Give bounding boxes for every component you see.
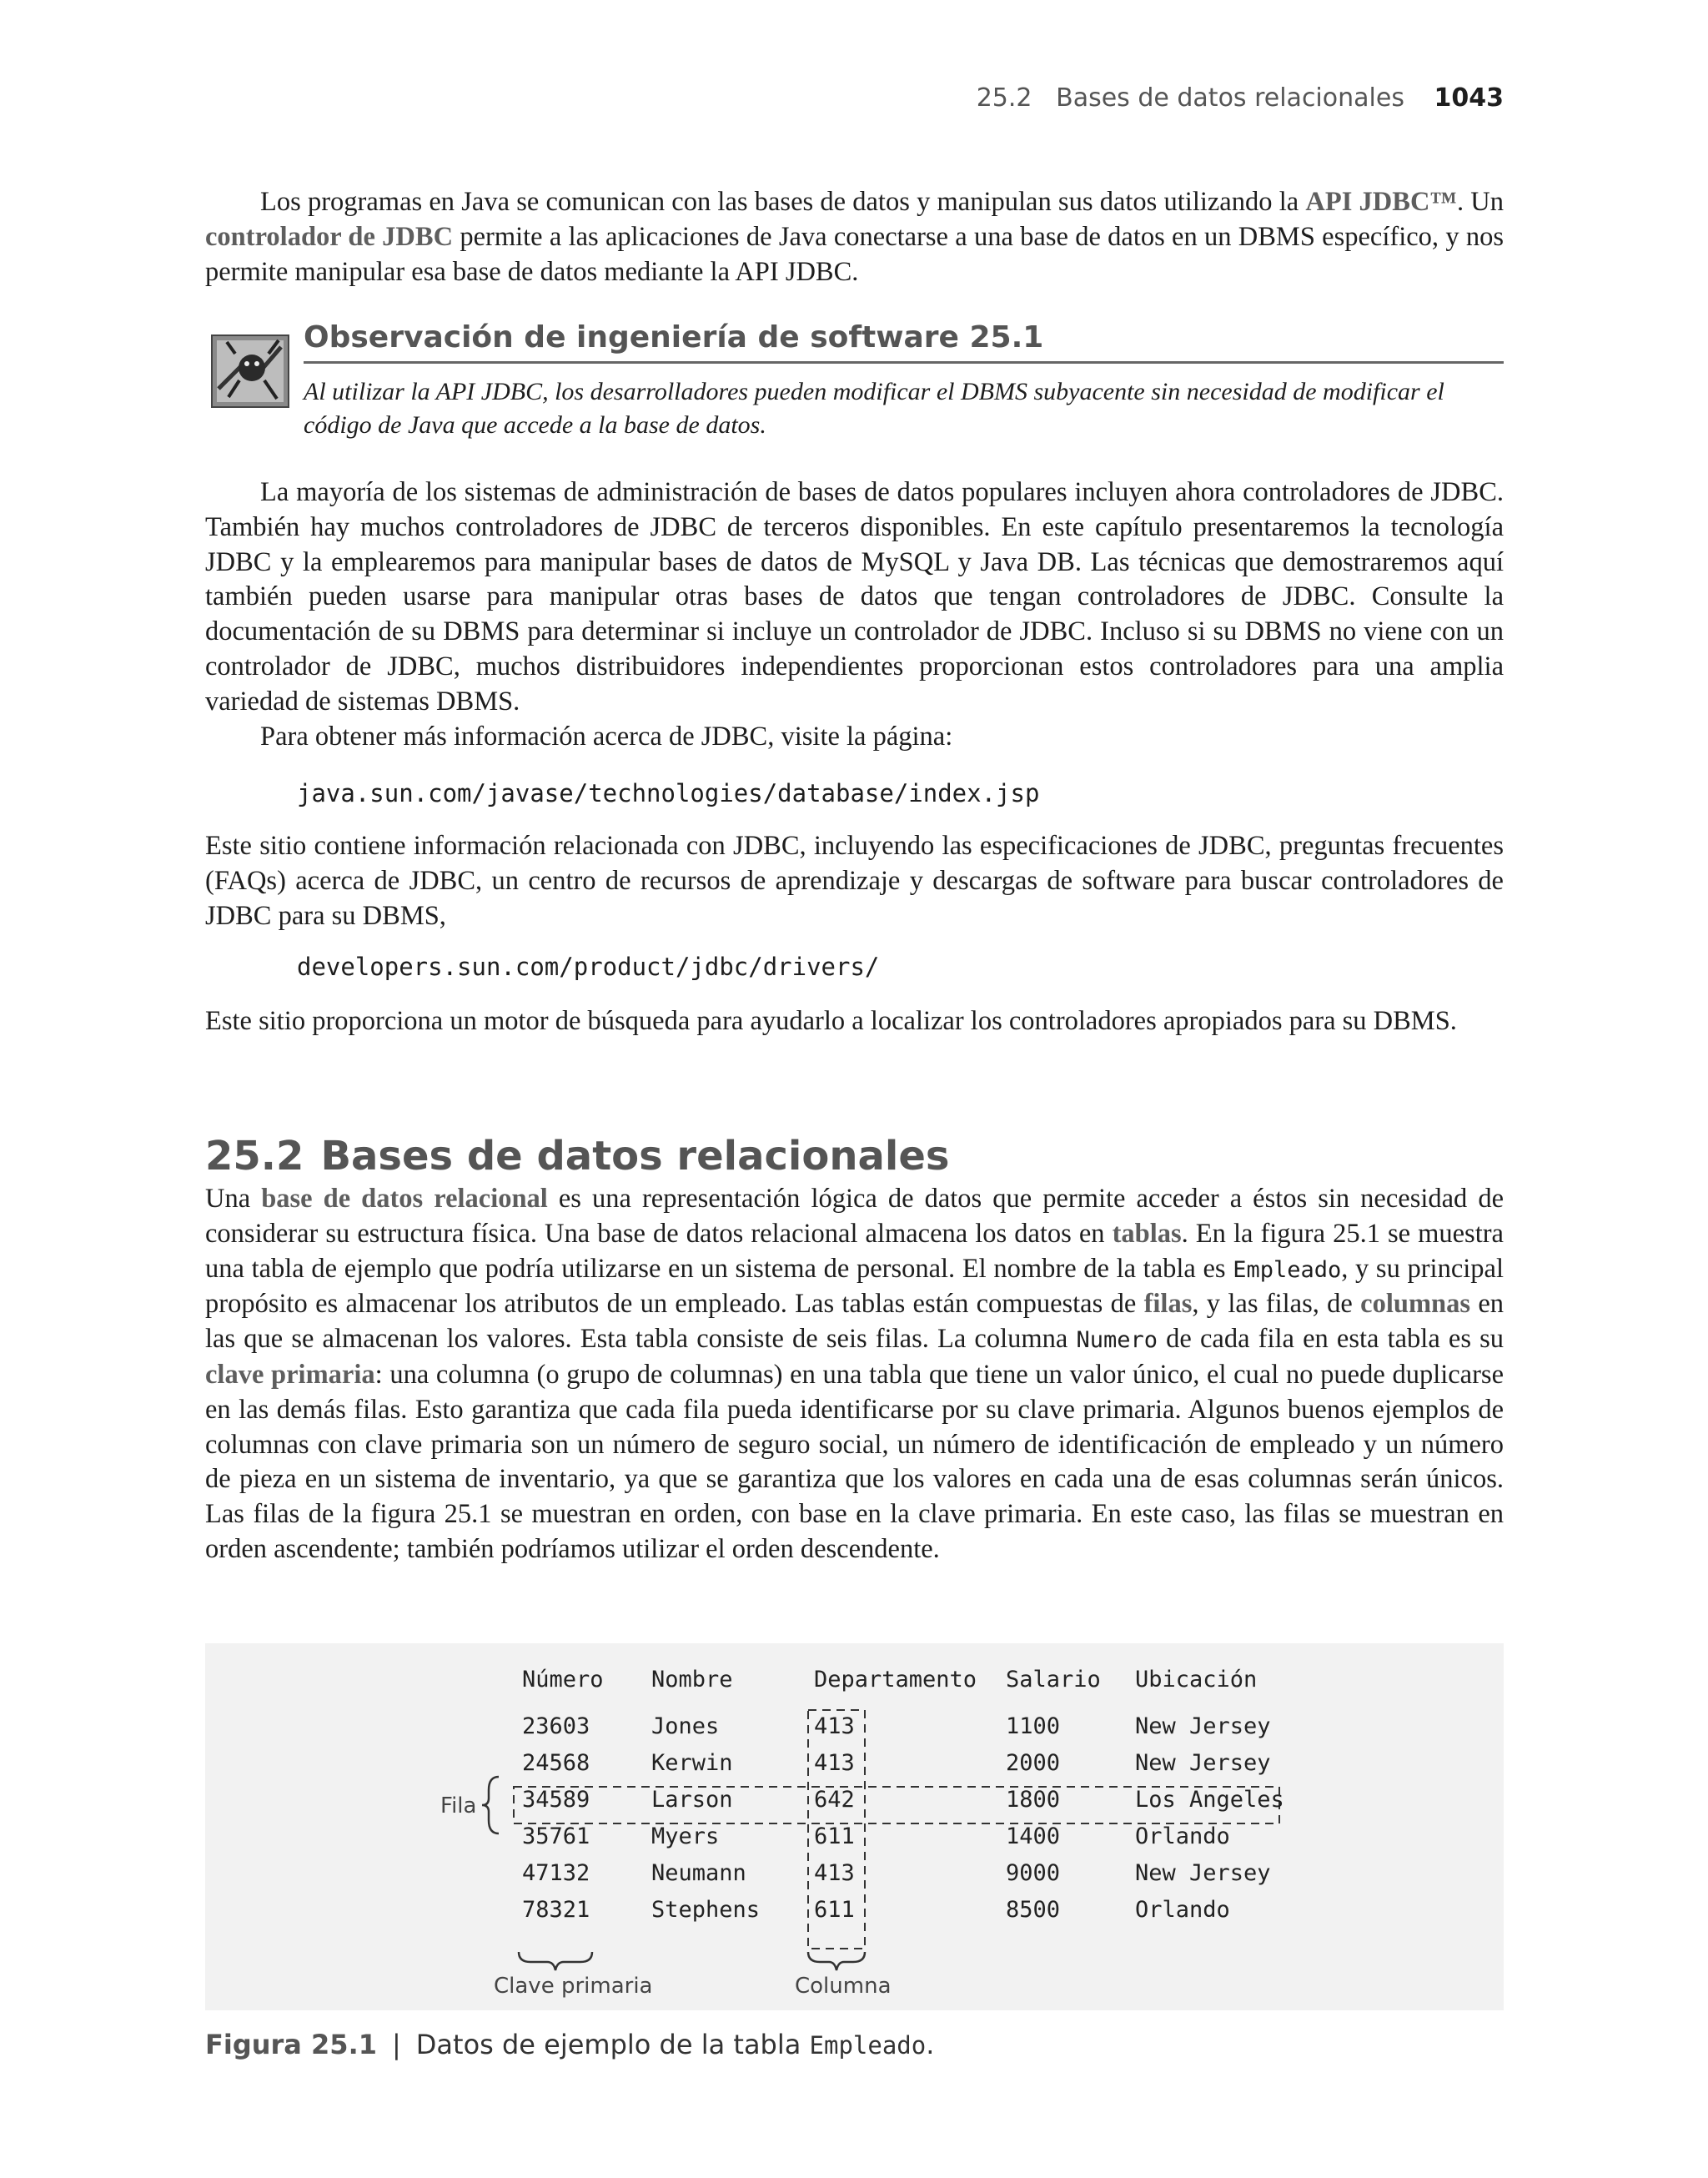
- term-api-jdbc: API JDBC™: [1305, 187, 1457, 217]
- table-cell: 47132: [522, 1860, 590, 1886]
- table-cell: 611: [814, 1823, 855, 1849]
- table-cell: Neumann: [651, 1860, 746, 1886]
- intro-paragraph: [205, 185, 1504, 289]
- table-cell: 1400: [1006, 1823, 1061, 1849]
- body-paragraph-search: [205, 1004, 1504, 1039]
- table-cell: 35761: [522, 1823, 590, 1849]
- intro-text: permite a las aplicaciones de Java conectarse a una base de datos en un DBMS específico, y nos permite manipular esa base de datos mediante la API JDBC.: [205, 221, 1504, 287]
- paragraph-search-engine: Este sitio proporciona un motor de búsqueda para ayudarlo a localizar los controladores apropiados para su DBMS.: [205, 1006, 1457, 1036]
- table-cell: Orlando: [1135, 1897, 1230, 1923]
- section-paragraph: [205, 1182, 1504, 1567]
- table-cell: 611: [814, 1897, 855, 1923]
- column-header: Ubicación: [1135, 1667, 1258, 1693]
- paragraph-more-info: Para obtener más información acerca de JDBC, visite la página:: [260, 721, 953, 752]
- figure-caption: Figura 25.1 | Datos de ejemplo de la tabla Empleado.: [205, 2029, 935, 2060]
- column-header: Salario: [1006, 1667, 1101, 1693]
- table-cell: Kerwin: [651, 1750, 733, 1776]
- table-cell: 2000: [1006, 1750, 1061, 1776]
- url-jdbc-drivers: developers.sun.com/product/jdbc/drivers/: [297, 953, 880, 981]
- column-header: Número: [522, 1667, 604, 1693]
- code-numero: Numero: [1076, 1327, 1158, 1354]
- term-relational-db: base de datos relacional: [261, 1184, 548, 1214]
- body-paragraph-site: [205, 829, 1504, 933]
- column-header: Nombre: [651, 1667, 733, 1693]
- term-columns: columnas: [1360, 1289, 1470, 1320]
- table-cell: New Jersey: [1135, 1750, 1271, 1776]
- section-text: , y su principal propósito es almacenar los atributos de un empleado. Las tablas están compuestas de: [205, 1253, 1504, 1320]
- column-label: Columna: [795, 1974, 892, 1999]
- paragraph-drivers: La mayoría de los sistemas de administración de bases de datos populares incluyen ahora controladores de JDBC. También hay muchos controladores de JDBC de terceros disponibles. En este capítulo presentaremos la tecnología JDBC y la emplearemos para manipular bases de datos de MySQL y Java DB. Las técnicas que demostraremos aquí también pueden usarse para manipular otras bases de datos que tengan controladores de JDBC. Consulte la documentación de su DBMS para determinar si incluye un controlador de JDBC. Incluso si su DBMS no viene con un controlador de JDBC, muchos distribuidores independientes proporcionan estos controladores para una amplia variedad de sistemas DBMS.: [205, 477, 1504, 717]
- running-head: [977, 83, 1504, 113]
- table-cell: 8500: [1006, 1897, 1061, 1923]
- column-brace: [808, 1952, 865, 1970]
- caption-end: .: [926, 2029, 935, 2060]
- section-text: . En la figura 25.1 se muestra una tabla de ejemplo que podría utilizarse en un sistema de personal. El nombre de la tabla es: [205, 1218, 1504, 1284]
- section-heading: [205, 1133, 950, 1180]
- table-cell: 413: [814, 1713, 855, 1739]
- observation-title: Observación de ingeniería de software 25.1: [304, 320, 1504, 364]
- url-jdbc-technologies: java.sun.com/javase/technologies/database/index.jsp: [297, 779, 1040, 807]
- row-brace: [482, 1777, 499, 1833]
- term-tables: tablas: [1112, 1218, 1182, 1249]
- table-cell: Stephens: [651, 1897, 761, 1923]
- caption-number: Figura 25.1: [205, 2029, 377, 2060]
- table-cell: 34589: [522, 1787, 590, 1813]
- primary-key-brace: [519, 1952, 592, 1970]
- section-text: es una representación lógica de datos que permite acceder a éstos sin necesidad de considerar su estructura física. Una base de datos relacional almacena los datos en: [205, 1184, 1505, 1249]
- section-title: Bases de datos relacionales: [320, 1133, 950, 1180]
- term-primary-key: clave primaria: [205, 1359, 375, 1390]
- section-text: de cada fila en esta tabla es su: [1158, 1324, 1505, 1355]
- header-section-title: Bases de datos relacionales: [1056, 83, 1404, 113]
- table-cell: 413: [814, 1860, 855, 1886]
- table-cell: 413: [814, 1750, 855, 1776]
- code-empleado: Empleado: [1233, 1256, 1342, 1283]
- section-text: Una: [205, 1184, 262, 1214]
- table-cell: 642: [814, 1787, 855, 1813]
- figure-empleado-table: [205, 1643, 1504, 2010]
- table-cell: New Jersey: [1135, 1860, 1271, 1886]
- term-rows: filas: [1143, 1289, 1193, 1320]
- paragraph-site-info: Este sitio contiene información relacionada con JDBC, incluyendo las especificaciones de JDBC, preguntas frecuentes (FAQs) acerca de JDBC, un centro de recursos de aprendizaje y descargas de software para buscar controladores de JDBC para su DBMS,: [205, 831, 1504, 931]
- section-text: : una columna (o grupo de columnas) en una tabla que tiene un valor único, el cual no puede duplicarse en las demás filas. Esto garantiza que cada fila pueda identificarse por su clave primaria. Algunos buenos ejemplos de columnas con clave primaria son un número de seguro social, un número de identificación de empleado y un número de pieza en un sistema de inventario, ya que se garantiza que los valores en cada una de esas columnas serán únicos. Las filas de la figura 25.1 se muestran en orden, con base en la clave primaria. En este caso, las filas se muestran en orden ascendente; también podríamos utilizar el orden descendente.: [205, 1359, 1504, 1564]
- column-header: Departamento: [814, 1667, 977, 1693]
- page-number: 1043: [1434, 83, 1504, 113]
- table-cell: Jones: [651, 1713, 720, 1739]
- term-jdbc-driver: controlador de JDBC: [205, 221, 454, 252]
- caption-text: Datos de ejemplo de la tabla: [415, 2029, 810, 2060]
- software-engineering-icon: [210, 330, 294, 410]
- table-cell: Larson: [651, 1787, 733, 1813]
- intro-text: Los programas en Java se comunican con las bases de datos y manipulan sus datos utilizando la: [260, 187, 1306, 217]
- section-number: 25.2: [205, 1133, 304, 1180]
- table-cell: 24568: [522, 1750, 590, 1776]
- table-cell: 23603: [522, 1713, 590, 1739]
- table-cell: New Jersey: [1135, 1713, 1271, 1739]
- table-cell: 78321: [522, 1897, 590, 1923]
- table-cell: 1100: [1006, 1713, 1061, 1739]
- table-cell: Myers: [651, 1823, 720, 1849]
- table-cell: 1800: [1006, 1787, 1061, 1813]
- observation-text: Al utilizar la API JDBC, los desarrolladores pueden modificar el DBMS subyacente sin necesidad de modificar el código de Java que accede a la base de datos.: [304, 378, 1444, 439]
- intro-text: . Un: [1456, 187, 1504, 217]
- table-cell: 9000: [1006, 1860, 1061, 1886]
- section-text: , y las filas, de: [1192, 1289, 1361, 1320]
- caption-code: Empleado: [809, 2031, 927, 2060]
- table-cell: Los Angeles: [1135, 1787, 1284, 1813]
- header-section-number: 25.2: [976, 83, 1032, 113]
- body-paragraph-dbms: [205, 475, 1504, 754]
- primary-key-label: Clave primaria: [494, 1974, 653, 1999]
- row-label: Fila: [440, 1793, 477, 1818]
- table-cell: Orlando: [1135, 1823, 1230, 1849]
- section-text: en las que se almacenan los valores. Esta tabla consiste de seis filas. La columna: [205, 1289, 1504, 1355]
